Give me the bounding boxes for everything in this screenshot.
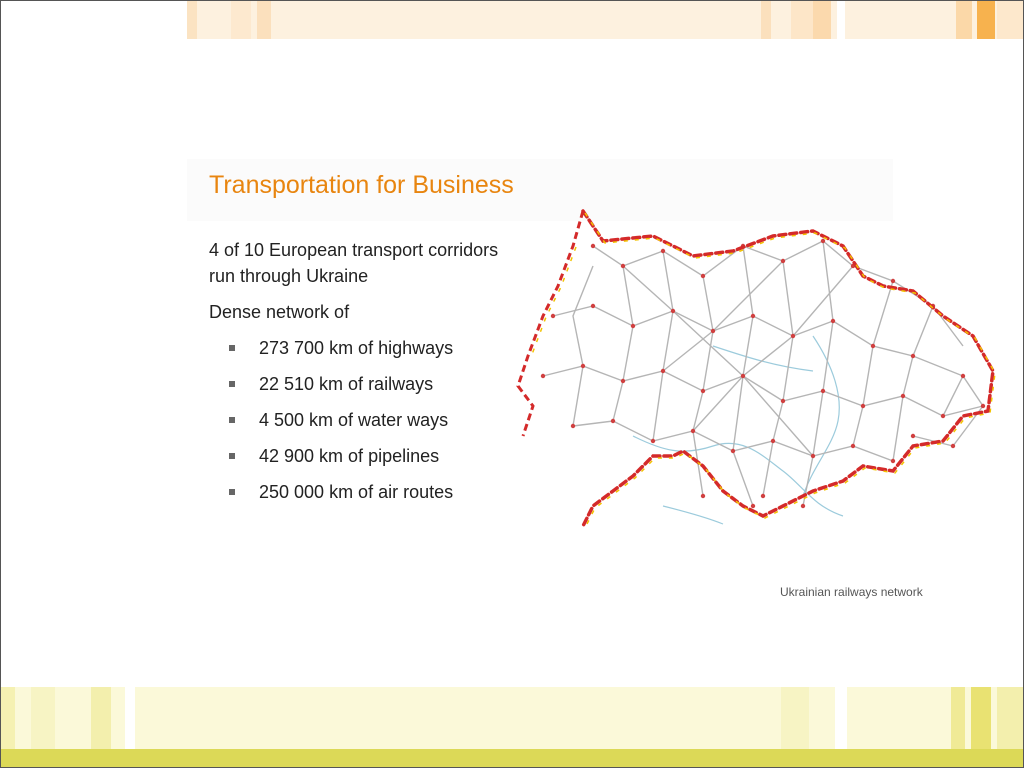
top-decorative-band xyxy=(187,1,1023,39)
bullet-water-ways: 4 500 km of water ways xyxy=(229,407,453,443)
bottom-accent-bar xyxy=(1,749,1023,767)
railway-stations xyxy=(541,239,985,508)
slide-title: Transportation for Business xyxy=(209,171,514,199)
bullet-pipelines: 42 900 km of pipelines xyxy=(229,443,453,479)
intro-text: 4 of 10 European transport corridors run through Ukraine xyxy=(209,240,499,286)
country-border xyxy=(518,211,995,528)
square-bullet-icon xyxy=(229,417,235,423)
square-bullet-icon xyxy=(229,381,235,387)
ukraine-railway-map xyxy=(513,206,1001,536)
dense-network-label: Dense network of xyxy=(209,302,350,322)
square-bullet-icon xyxy=(229,453,235,459)
map-caption: Ukrainian railways network xyxy=(780,585,923,599)
square-bullet-icon xyxy=(229,345,235,351)
rail-lines xyxy=(543,241,983,506)
transport-bullet-list xyxy=(229,335,453,515)
square-bullet-icon xyxy=(229,489,235,495)
bullet-railways: 22 510 km of railways xyxy=(229,371,453,407)
bullet-air-routes: 250 000 km of air routes xyxy=(229,479,453,515)
bottom-decorative-band xyxy=(1,687,1023,749)
bullet-highways: 273 700 km of highways xyxy=(229,335,453,371)
